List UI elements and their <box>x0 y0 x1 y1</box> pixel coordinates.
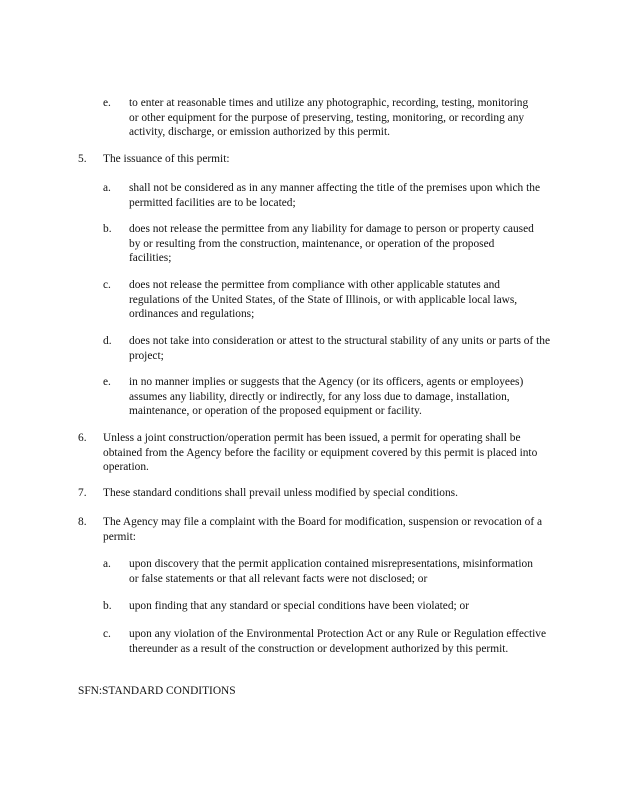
section-7-number: 7. <box>78 487 87 499</box>
section-8-item-c-label: c. <box>103 628 111 640</box>
section-5-item-a-text: shall not be considered as in any manner affecting the title of the premises upon which the permitted facilities are to be located; <box>129 182 540 209</box>
section-5-item-e-text: in no manner implies or suggests that the Agency (or its officers, agents or employees) assumes any liability, directly or indirectly, for any loss due to damage, installation, maintenance, or operation of the proposed equipment or facility. <box>129 376 524 418</box>
section-5-item-d-text: does not take into consideration or attest to the structural stability of any units or parts of the project; <box>129 335 551 362</box>
item-4e-label: e. <box>103 97 111 109</box>
section-7-text: These standard conditions shall prevail unless modified by special conditions. <box>103 487 458 499</box>
section-5-text: The issuance of this permit: <box>103 153 230 165</box>
section-8-item-a-label: a. <box>103 558 111 570</box>
section-8-item-c-text: upon any violation of the Environmental Protection Act or any Rule or Regulation effective thereunder as a result of the construction or development authorized by this permit. <box>129 628 547 655</box>
section-8-number: 8. <box>78 516 87 528</box>
section-8-item-a-text: upon discovery that the permit application contained misrepresentations, misinformation or false statements or that all relevant facts were not disclosed; or <box>129 558 533 585</box>
section-8-text: The Agency may file a complaint with the Board for modification, suspension or revocation of a permit: <box>103 516 543 543</box>
footer-label: SFN:STANDARD CONDITIONS <box>78 685 236 697</box>
section-5-item-b-text: does not release the permittee from any liability for damage to person or property caused by or resulting from the construction, maintenance, or operation of the proposed facilities; <box>129 223 534 265</box>
section-5-number: 5. <box>78 153 87 165</box>
section-5-item-d-label: d. <box>103 335 112 347</box>
section-5-item-c-text: does not release the permittee from compliance with other applicable statutes and regulations of the United States, of the State of Illinois, or with applicable local laws, ordinances and regulations; <box>129 279 518 321</box>
section-5-item-b-label: b. <box>103 223 112 235</box>
section-5-item-e-label: e. <box>103 376 111 388</box>
section-8-item-b-label: b. <box>103 600 112 612</box>
section-8-item-b-text: upon finding that any standard or special conditions have been violated; or <box>129 600 470 612</box>
item-4e-text: to enter at reasonable times and utilize any photographic, recording, testing, monitoring or other equipment for the purpose of preserving, testing, monitoring, or recording any activity, discharge, or emission authorized by this permit. <box>129 97 529 139</box>
section-5-item-c-label: c. <box>103 279 111 291</box>
section-5-item-a-label: a. <box>103 182 111 194</box>
section-6-number: 6. <box>78 432 87 444</box>
section-6-text: Unless a joint construction/operation permit has been issued, a permit for operating shall be obtained from the Agency before the facility or equipment covered by this permit is placed into operation. <box>103 432 538 474</box>
